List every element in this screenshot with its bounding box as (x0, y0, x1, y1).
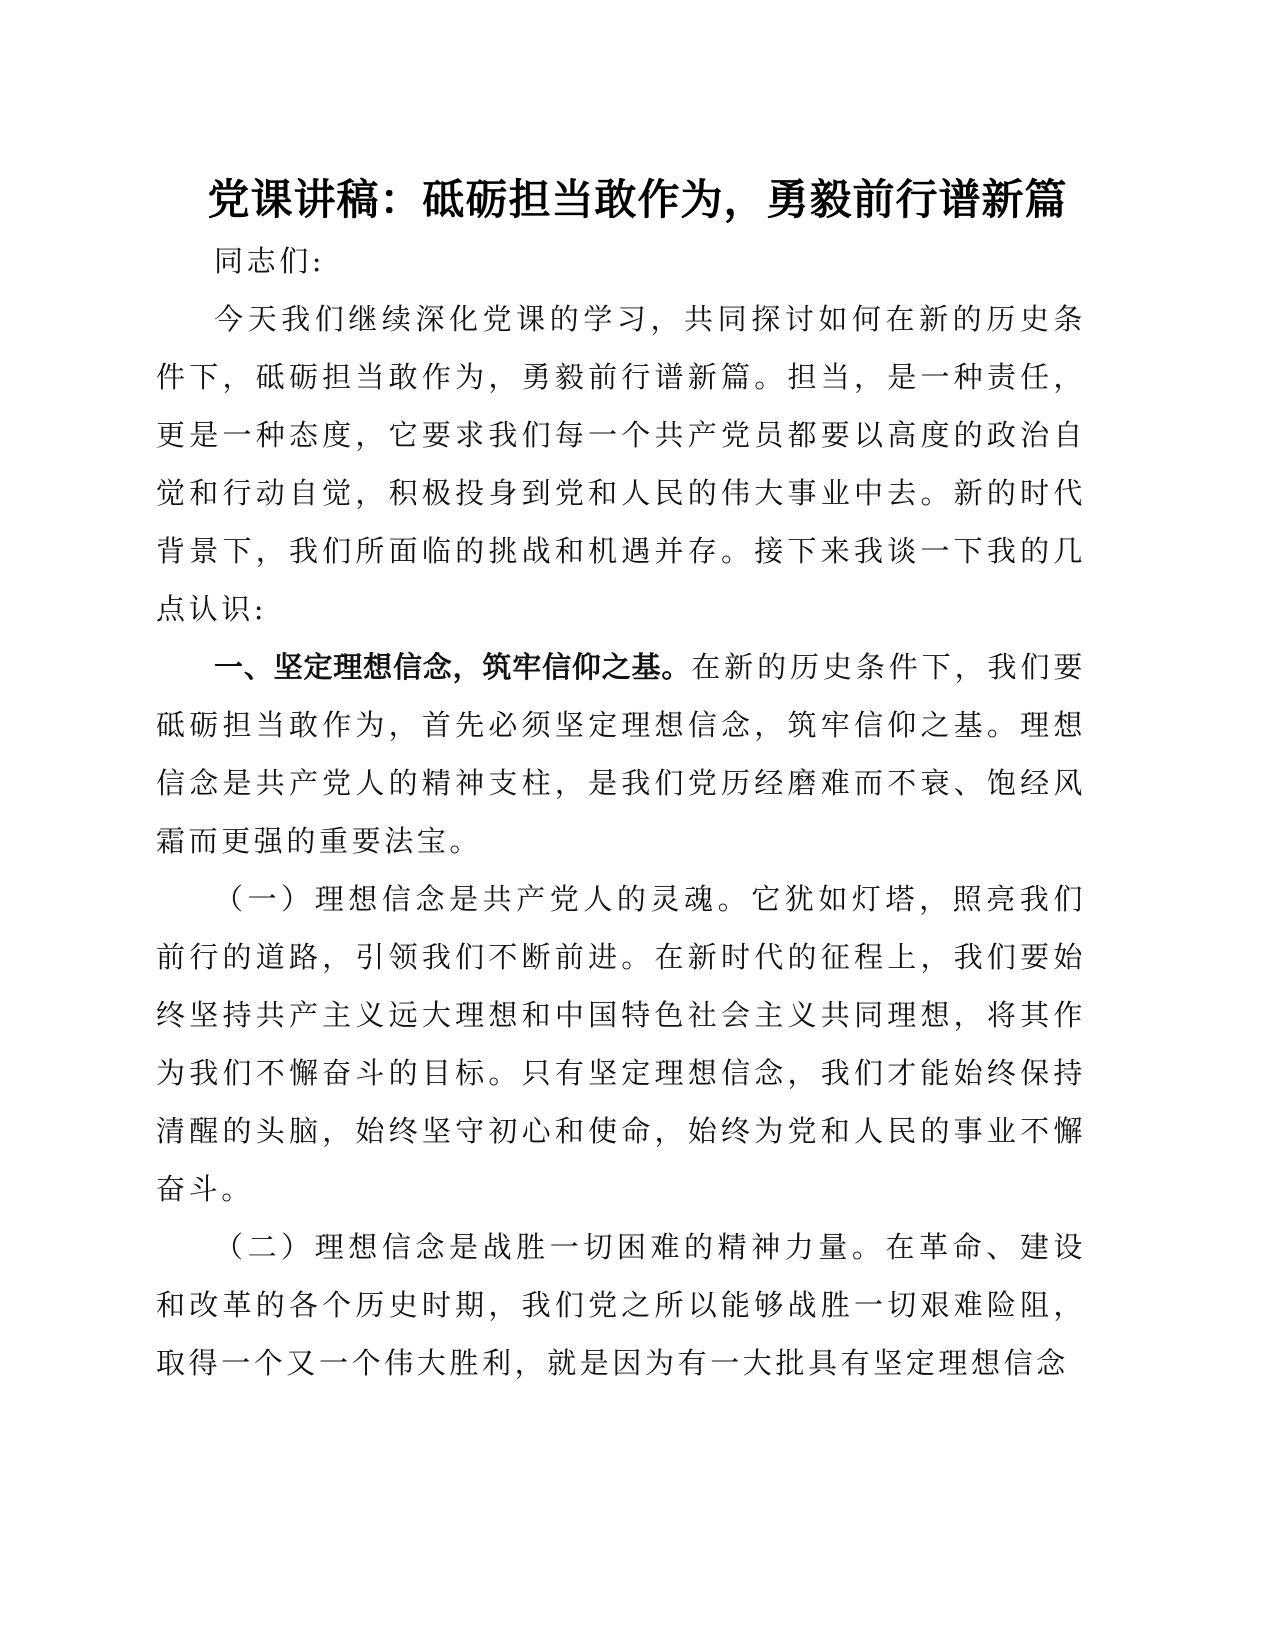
section-1-text: 在新的历史条件下，我们要砥砺担当敢作为，首先必须坚定理想信念，筑牢信仰之基。理想信念是共产党人的精神支柱，是我们党历经磨难而不衰、饱经风霜而更强的重要法宝。 (156, 650, 1086, 858)
subsection-2-paragraph (156, 1218, 1086, 1392)
subsection-1-heading: （一）理想信念是共产党人的灵魂。 (214, 882, 752, 916)
subsection-2-heading: （二）理想信念是战胜一切困难的精神力量。 (214, 1230, 886, 1264)
document-body (156, 232, 1086, 1392)
subsection-1-text: 它犹如灯塔，照亮我们前行的道路，引领我们不断前进。在新时代的征程上，我们要始终坚持共产主义远大理想和中国特色社会主义共同理想，将其作为我们不懈奋斗的目标。只有坚定理想信念，我们才能始终保持清醒的头脑，始终坚守初心和使命，始终为党和人民的事业不懈奋斗。 (156, 882, 1086, 1206)
section-1-heading: 一、坚定理想信念，筑牢信仰之基。 (214, 650, 692, 684)
page-title: 党课讲稿：砥砺担当敢作为，勇毅前行谱新篇 (207, 175, 1068, 224)
subsection-2-text: 在革命、建设和改革的各个历史时期，我们党之所以能够战胜一切艰难险阻，取得一个又一个伟大胜利，就是因为有一大批具有坚定理想信念 (156, 1230, 1086, 1380)
subsection-1-paragraph (156, 870, 1086, 1218)
section-1-paragraph (156, 638, 1086, 870)
intro-paragraph: 今天我们继续深化党课的学习，共同探讨如何在新的历史条件下，砥砺担当敢作为，勇毅前行谱新篇。担当，是一种责任，更是一种态度，它要求我们每一个共产党员都要以高度的政治自觉和行动自觉，积极投身到党和人民的伟大事业中去。新的时代背景下，我们所面临的挑战和机遇并存。接下来我谈一下我的几点认识: (156, 302, 1086, 626)
salutation: 同志们: (214, 244, 326, 278)
